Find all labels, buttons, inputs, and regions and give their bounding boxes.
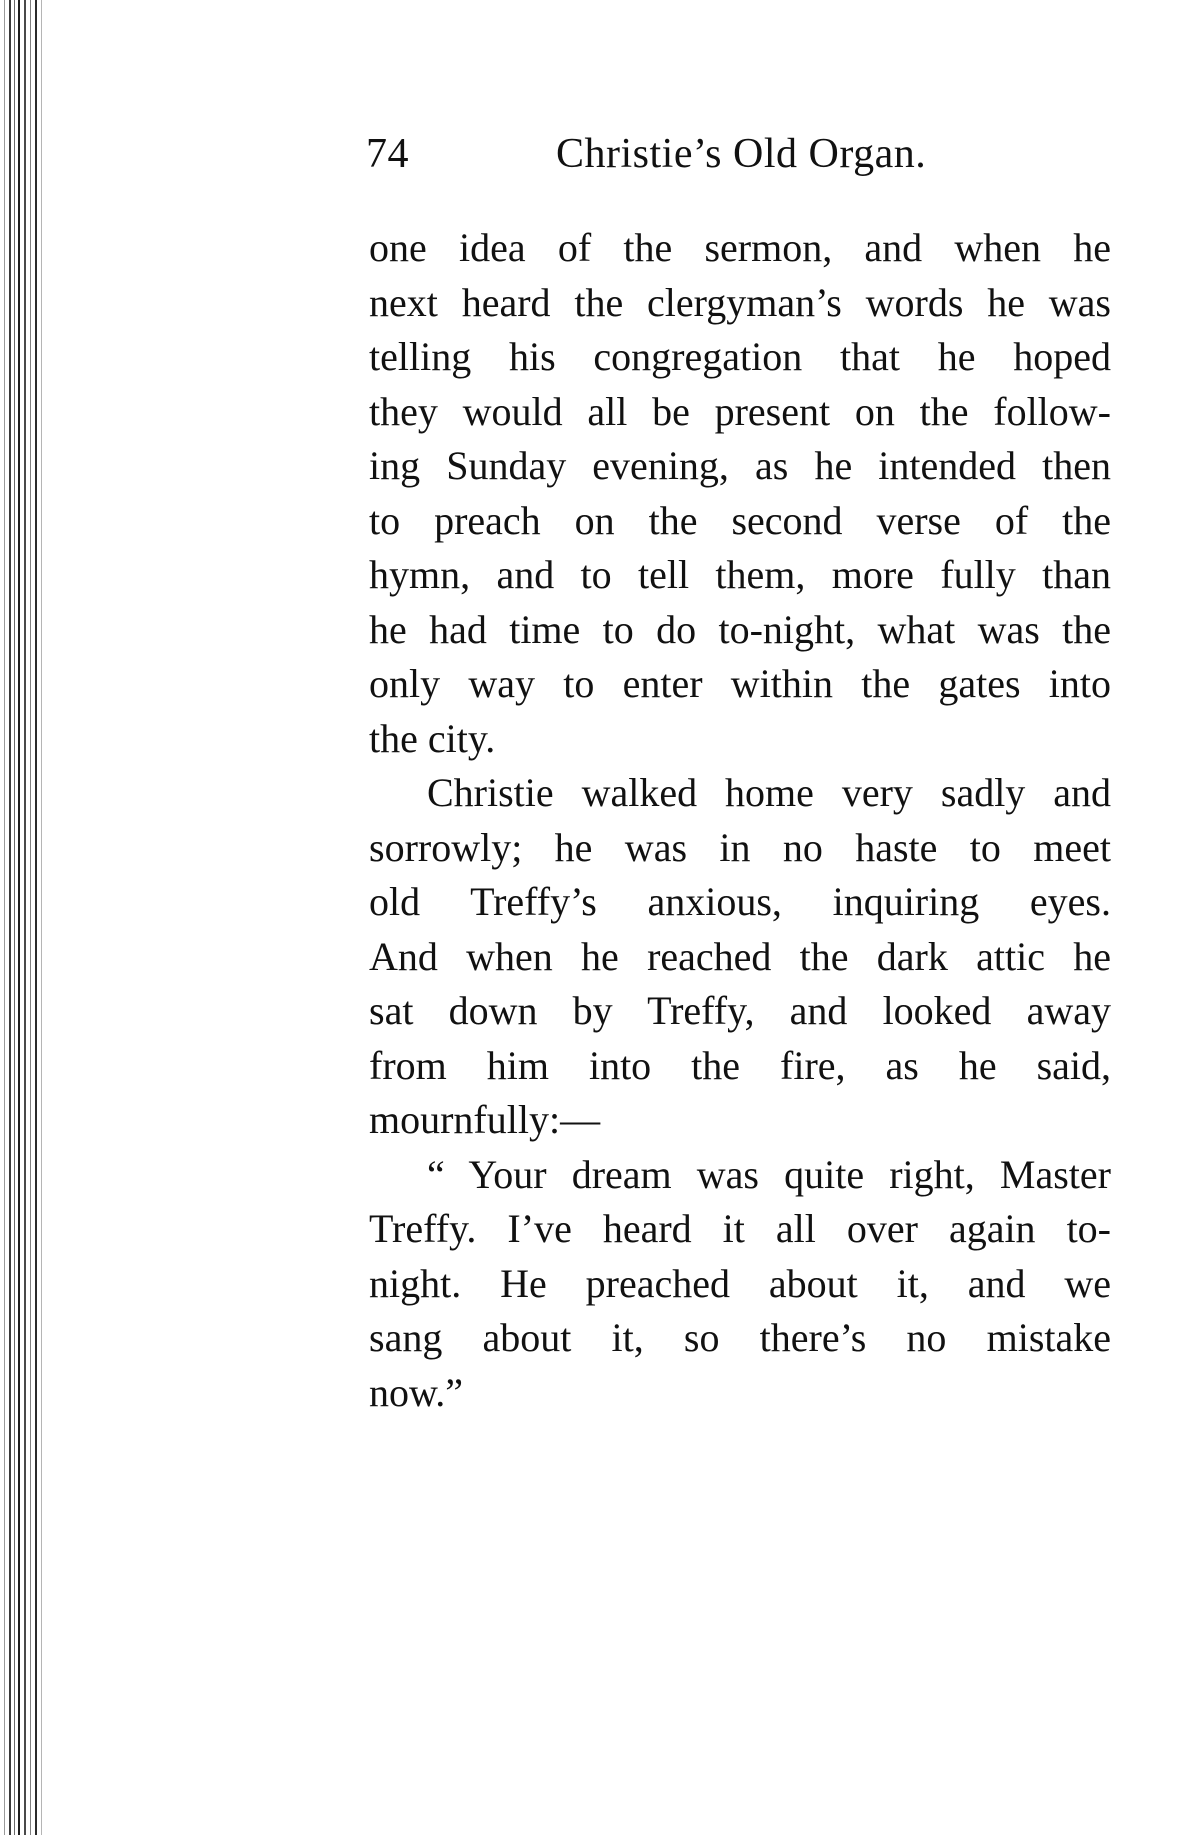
text-line: Treffy. I’ve heard it all over again to- — [369, 1206, 1111, 1251]
running-title: Christie’s Old Organ. — [556, 131, 927, 177]
paragraph-2 — [369, 766, 1111, 1148]
text-line: sang about it, so there’s no mistake — [369, 1315, 1111, 1360]
text-line: hymn, and to tell them, more fully than — [369, 552, 1111, 597]
text-line: “ Your dream was quite right, Master — [427, 1151, 1111, 1197]
text-line: sat down by Treffy, and looked away — [369, 988, 1111, 1033]
text-line: to preach on the second verse of the — [369, 497, 1111, 543]
body-text — [369, 221, 1111, 1420]
text-line: mournfully:— — [369, 1097, 601, 1142]
text-line: now.” — [369, 1369, 464, 1415]
text-line: the city. — [369, 715, 496, 761]
paragraph-1 — [369, 221, 1111, 766]
binding-edge — [0, 0, 46, 1835]
text-line: sorrowly; he was in no haste to meet — [369, 824, 1111, 870]
text-line: ing Sunday evening, as he intended then — [369, 443, 1111, 488]
text-line: only way to enter within the gates into — [369, 661, 1111, 706]
text-line: And when he reached the dark attic he — [369, 933, 1111, 979]
page-number: 74 — [366, 131, 409, 177]
page-header — [366, 124, 1106, 184]
text-line: from him into the fire, as he said, — [369, 1042, 1111, 1088]
text-line: they would all be present on the follow- — [369, 388, 1111, 434]
paragraph-3 — [369, 1148, 1111, 1421]
text-line: night. He preached about it, and we — [369, 1260, 1111, 1306]
text-line: one idea of the sermon, and when he — [369, 225, 1111, 270]
text-line: he had time to do to-night, what was the — [369, 606, 1111, 652]
text-line: old Treffy’s anxious, inquiring eyes. — [369, 879, 1111, 924]
text-line: Christie walked home very sadly and — [427, 770, 1111, 815]
text-line: telling his congregation that he hoped — [369, 334, 1111, 379]
text-line: next heard the clergyman’s words he was — [369, 279, 1111, 325]
